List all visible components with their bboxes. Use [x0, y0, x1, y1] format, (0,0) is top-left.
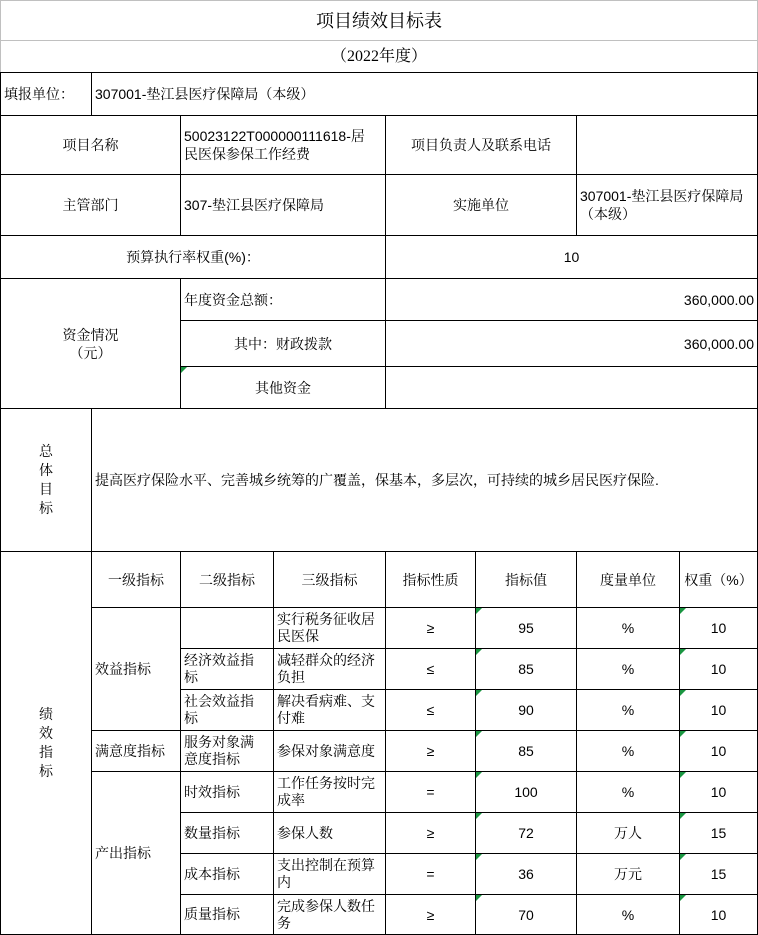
indicator-weight: 15 [710, 866, 727, 882]
level3-indicator: 支出控制在预算内 [274, 854, 386, 895]
error-indicator-mark [680, 813, 686, 819]
indicator-nature: = [386, 772, 476, 813]
error-indicator-mark [680, 854, 686, 860]
indicator-value: 95 [518, 620, 534, 636]
indicator-value: 36 [518, 866, 534, 882]
level3-indicator: 参保人数 [274, 813, 386, 854]
indicator-value: 85 [518, 661, 534, 677]
budget-weight-label: 预算执行率权重(%)： [1, 236, 386, 279]
reporting-unit-label: 填报单位： [1, 73, 92, 116]
budget-weight-value: 10 [386, 236, 758, 279]
overall-goal-text: 提高医疗保险水平、完善城乡统筹的广覆盖，保基本，多层次，可持续的城乡居民医疗保险. [92, 409, 758, 552]
level3-indicator: 实行税务征收居民医保 [274, 608, 386, 649]
indicator-nature: ≥ [386, 608, 476, 649]
implementing-unit-value: 307001-垫江县医疗保障局（本级） [577, 175, 758, 236]
indicator-value-cell [476, 895, 577, 935]
indicator-value-cell [476, 854, 577, 895]
level3-indicator: 减轻群众的经济负担 [274, 649, 386, 690]
error-indicator-mark [680, 772, 686, 778]
indicator-value-cell [476, 731, 577, 772]
funds-other-cell [181, 367, 386, 409]
level1-indicator: 产出指标 [92, 772, 181, 935]
header-value: 指标值 [476, 552, 577, 608]
level2-indicator: 服务对象满意度指标 [181, 731, 274, 772]
indicators-label-cell [1, 552, 92, 935]
indicator-value-cell [476, 649, 577, 690]
indicator-weight-cell [680, 608, 758, 649]
error-indicator-mark [476, 608, 482, 614]
project-name-value: 50023122T000000111618-居民医保参保工作经费 [181, 116, 386, 175]
indicator-unit: 万元 [577, 854, 680, 895]
header-unit: 度量单位 [577, 552, 680, 608]
indicator-unit: % [577, 772, 680, 813]
funds-label: 资金情况 （元） [1, 279, 181, 409]
error-indicator-mark [680, 690, 686, 696]
indicator-unit: 万人 [577, 813, 680, 854]
indicators-label: 绩效指标 [39, 706, 53, 779]
level2-indicator: 成本指标 [181, 854, 274, 895]
funds-total-label: 年度资金总额： [181, 279, 386, 321]
error-indicator-mark [476, 895, 482, 901]
indicator-unit: % [577, 690, 680, 731]
indicator-row [1, 772, 758, 813]
funds-total-value: 360,000.00 [386, 279, 758, 321]
indicator-nature: ≥ [386, 731, 476, 772]
level2-indicator: 时效指标 [181, 772, 274, 813]
level3-indicator: 工作任务按时完成率 [274, 772, 386, 813]
level3-indicator: 解决看病难、支付难 [274, 690, 386, 731]
indicator-weight-cell [680, 772, 758, 813]
indicator-weight-cell [680, 731, 758, 772]
error-indicator-mark [680, 895, 686, 901]
level2-indicator: 数量指标 [181, 813, 274, 854]
level2-indicator: 社会效益指标 [181, 690, 274, 731]
level2-indicator: 经济效益指标 [181, 649, 274, 690]
error-indicator-mark [476, 649, 482, 655]
indicator-value: 100 [514, 784, 538, 800]
indicator-nature: ≥ [386, 813, 476, 854]
error-indicator-mark [680, 608, 686, 614]
header-level2: 二级指标 [181, 552, 274, 608]
indicator-nature: ≤ [386, 649, 476, 690]
indicator-nature: ≥ [386, 895, 476, 935]
level3-indicator: 参保对象满意度 [274, 731, 386, 772]
department-value: 307-垫江县医疗保障局 [181, 175, 386, 236]
indicator-value-cell [476, 608, 577, 649]
header-nature: 指标性质 [386, 552, 476, 608]
indicator-weight: 10 [710, 743, 727, 759]
error-indicator-mark [476, 813, 482, 819]
header-level1: 一级指标 [92, 552, 181, 608]
indicator-nature: = [386, 854, 476, 895]
indicator-weight: 10 [710, 661, 727, 677]
indicator-value: 72 [518, 825, 534, 841]
project-name-label: 项目名称 [1, 116, 181, 175]
indicator-unit: % [577, 731, 680, 772]
indicator-unit: % [577, 895, 680, 935]
department-label: 主管部门 [1, 175, 181, 236]
implementing-unit-label: 实施单位 [386, 175, 577, 236]
level2-indicator: 质量指标 [181, 895, 274, 935]
project-owner-value [577, 116, 758, 175]
indicator-row [1, 731, 758, 772]
indicator-weight: 15 [710, 825, 727, 841]
indicator-weight: 10 [710, 784, 727, 800]
funds-fiscal-label: 其中：财政拨款 [181, 321, 386, 367]
overall-goal-label-cell [1, 409, 92, 552]
indicator-value: 85 [518, 743, 534, 759]
error-indicator-mark [476, 731, 482, 737]
level1-indicator: 满意度指标 [92, 731, 181, 772]
header-weight: 权重（%） [680, 552, 758, 608]
indicator-value-cell [476, 813, 577, 854]
error-indicator-mark [680, 649, 686, 655]
funds-other-label: 其他资金 [255, 379, 311, 396]
form-title: 项目绩效目标表 [1, 1, 758, 41]
indicator-value: 70 [518, 906, 534, 923]
indicator-weight-cell [680, 690, 758, 731]
indicator-nature: ≤ [386, 690, 476, 731]
error-indicator-mark [476, 854, 482, 860]
indicator-row [1, 608, 758, 649]
indicator-value-cell [476, 690, 577, 731]
level3-indicator: 完成参保人数任务 [274, 895, 386, 935]
indicator-weight: 10 [710, 906, 727, 923]
level1-indicator: 效益指标 [92, 608, 181, 731]
form-year: （2022年度） [1, 41, 758, 73]
funds-other-value [386, 367, 758, 409]
reporting-unit-value: 307001-垫江县医疗保障局（本级） [92, 73, 758, 116]
indicator-weight-cell [680, 895, 758, 935]
error-indicator-mark [476, 690, 482, 696]
indicator-unit: % [577, 649, 680, 690]
indicator-weight: 10 [710, 620, 727, 636]
level2-indicator [181, 608, 274, 649]
error-indicator-mark [680, 731, 686, 737]
header-level3: 三级指标 [274, 552, 386, 608]
project-owner-label: 项目负责人及联系电话 [386, 116, 577, 175]
indicator-weight-cell [680, 813, 758, 854]
error-indicator-mark [476, 772, 482, 778]
error-indicator-mark [181, 367, 187, 373]
overall-goal-label: 总体目标 [39, 443, 53, 516]
indicator-unit: % [577, 608, 680, 649]
indicator-value-cell [476, 772, 577, 813]
indicator-weight-cell [680, 649, 758, 690]
indicator-weight: 10 [710, 702, 727, 718]
funds-fiscal-value: 360,000.00 [386, 321, 758, 367]
indicator-weight-cell [680, 854, 758, 895]
indicator-value: 90 [518, 702, 534, 718]
